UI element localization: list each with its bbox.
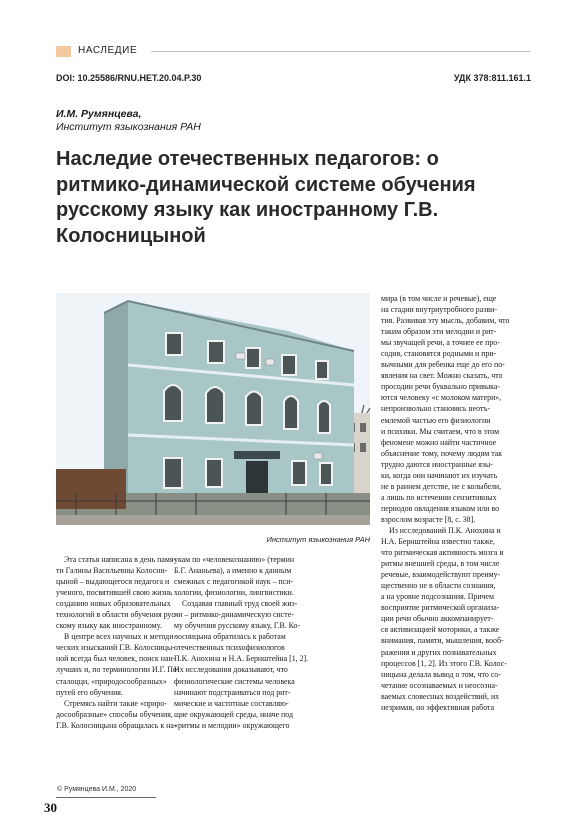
article-title: Наследие отечественных педагогов: о ритмико-динамической системе обучения русскому языку как иностранному Г.В. Колосницыной: [56, 148, 476, 247]
text-line: восприятие ритмической организа-: [381, 603, 500, 613]
text-line: созданию новых образовательных: [56, 599, 171, 609]
section-label: НАСЛЕДИЕ: [78, 45, 138, 56]
text-line: ваемых словесных воздействий, их: [381, 691, 500, 701]
text-line: взрослом возрасте [8, с. 38].: [381, 514, 476, 524]
text-line: мира (в том числе и речевые), еще: [381, 294, 497, 303]
paragraph: [56, 698, 177, 731]
text-line: Из исследований П.К. Анохина и: [389, 525, 501, 535]
author-affiliation: Институт языкознания РАН: [56, 121, 201, 133]
photo-caption: Институт языкознания РАН: [266, 535, 370, 544]
text-line: и психики. Мы считаем, что в этом: [381, 426, 500, 436]
header-rule: [151, 51, 530, 52]
text-line: смежных с педагогикой наук – пси-: [174, 577, 294, 587]
text-line: Их исследования доказывают, что: [174, 665, 288, 675]
paragraph: [174, 598, 370, 731]
text-line: «ритмы и мелодии» окружающего: [174, 720, 290, 730]
paragraph: [56, 631, 180, 697]
page-number: 30: [44, 800, 57, 815]
text-line: отечественных психофизиологов: [174, 643, 285, 653]
text-line: объяснение тому, почему людям так: [381, 448, 503, 458]
paragraph: [381, 293, 531, 525]
text-line: мы звучащей речи, а точнее ее про-: [381, 338, 500, 348]
text-line: процессов [1, 2]. Из этого Г.В. Колос-: [381, 658, 507, 668]
text-line: Создавая главный труд своей жиз-: [182, 599, 298, 609]
text-line: внимания, памяти, мышления, вооб-: [381, 636, 504, 646]
text-line: щие окружающей среды, иначе под: [174, 709, 293, 719]
paragraph: [381, 525, 531, 713]
text-line: емлемой частью его физиологии: [381, 415, 491, 425]
text-line: ти Галины Васильевны Колосни-: [56, 566, 168, 576]
text-line: четание осознаваемых и неосозна-: [381, 680, 498, 690]
text-line: ческих изысканий Г.В. Колосницы-: [56, 643, 175, 653]
copyright: © Румянцева И.М., 2020: [57, 786, 137, 793]
text-line: ритмы внешней среды, в том числе: [381, 559, 500, 569]
text-line: ки, когда они начинают их изучать: [381, 470, 498, 480]
text-line: просодии речи буквально привыка-: [381, 382, 501, 392]
text-line: содия, становятся родными и при-: [381, 349, 497, 359]
text-line: Б.Г. Ананьева), а именно к данным: [174, 566, 292, 576]
text-line: В центре всех научных и методи-: [64, 632, 177, 642]
text-line: не в раннем детстве, не с колыбели,: [381, 481, 502, 491]
text-line: лучших и, по терминологии И.Г. Пе-: [56, 665, 180, 675]
section-header: [56, 43, 530, 63]
text-line: мические и частотные составляю-: [174, 698, 289, 708]
text-line: таким образом эти мелодии и рит-: [381, 327, 497, 337]
text-line: физиологические системы человека: [174, 676, 295, 686]
text-line: начинают подстраиваться под рит-: [174, 687, 291, 697]
author-name: И.М. Румянцева,: [56, 108, 142, 120]
footer-rule: [56, 797, 156, 798]
text-line: незримая, но эффективная работа: [381, 702, 495, 712]
text-line: укам по «человекознанию» (термин: [174, 555, 295, 564]
udk: УДК 378:811.161.1: [453, 73, 531, 83]
text-line: а лишь по истечении сензитивных: [381, 492, 497, 502]
text-line: П.К. Анохина и Н.А. Бернштейна [1, 2].: [174, 654, 309, 664]
text-line: щественно не в области сознания,: [381, 581, 496, 591]
section-marker: [56, 46, 71, 57]
text-column-2: [174, 554, 370, 731]
text-line: ученого, посвятившей свою жизнь: [56, 588, 173, 598]
text-line: феномене можно найти частичное: [381, 437, 497, 447]
text-line: досообразные» способы обучения,: [56, 709, 173, 719]
text-line: периодов овладения языком или во: [381, 503, 500, 513]
doi: DOI: 10.25586/RNU.HET.20.04.P.30: [56, 73, 202, 83]
paragraph: [56, 554, 178, 631]
author-block: [56, 108, 201, 134]
text-line: ции речи обычно аккомпанирует-: [381, 614, 494, 624]
text-line: трудно даются иностранные язы-: [381, 459, 493, 469]
text-line: Н.А. Бернштейна известно также,: [381, 537, 495, 547]
text-line: сталоцци, «природосообразных»: [56, 676, 167, 686]
text-line: скому языку как иностранному.: [56, 621, 162, 631]
text-line: а на уровне подсознания. Причем: [381, 592, 495, 602]
paragraph: [174, 554, 370, 598]
text-line: вычными для ребенка еще до его по-: [381, 360, 505, 370]
text-line: Стремясь найти такие «приро-: [64, 698, 167, 708]
text-line: Г.В. Колосницына обращалась к на-: [56, 720, 177, 730]
text-line: путей его обучения.: [56, 687, 123, 697]
text-line: ной всегда был человек, поиск наи-: [56, 654, 176, 664]
text-column-1: [56, 554, 180, 731]
text-line: ницына делала вывод о том, что со-: [381, 669, 501, 679]
text-line: тия. Развивая эту мысль, добавим, что: [381, 316, 510, 326]
text-column-3: [381, 293, 531, 713]
text-line: непроизвольно становясь неотъ-: [381, 404, 491, 414]
text-line: технологий в области обучения рус-: [56, 610, 178, 620]
text-line: ни – ритмико-динамическую систе-: [174, 610, 294, 620]
text-line: речевые, взаимодействуют преиму-: [381, 570, 501, 580]
text-line: ются человеку «с молоком матери»,: [381, 393, 502, 403]
text-line: Эта статья написана в день памя-: [64, 555, 177, 564]
text-line: цыной – выдающегося педагога и: [56, 577, 170, 587]
text-line: му обучения русскому языку, Г.В. Ко-: [174, 621, 301, 631]
text-line: ражения и других познавательных: [381, 647, 497, 657]
building-photo: [56, 293, 370, 525]
text-line: на стадии внутриутробного разви-: [381, 305, 497, 315]
text-line: ся активизацией моторики, а также: [381, 625, 500, 635]
text-line: хологии, физиологии, лингвистики.: [174, 588, 294, 598]
text-line: явления на свет. Можно сказать, что: [381, 371, 503, 381]
text-line: что ритмическая активность мозга и: [381, 548, 504, 558]
text-line: лосницына обратилась к работам: [174, 632, 286, 642]
